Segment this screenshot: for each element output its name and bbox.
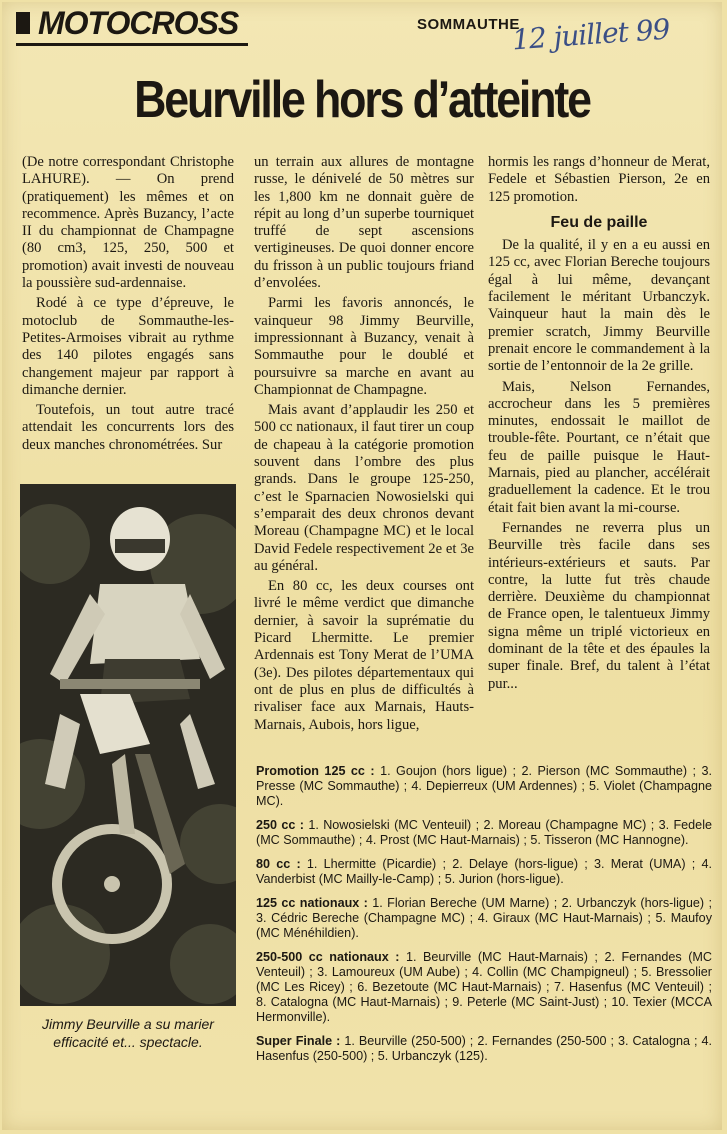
paragraph: Parmi les favoris annoncés, le vainqueur 98 Jimmy Beurville, impressionnant à Buzancy, venait à Sommauthe pour le doublé et poursuivre sa marche en avant au Championnat de Champagne. [254,295,474,398]
paragraph: Mais, Nelson Fernandes, accrocheur dans les 5 premières minutes, endossait le maillot de trouble-fête. Pourtant, ce n’était que feu de paille puisque le Haut-Marnais, pied au plancher, accélérait graduellement la cadence. Et le trou était fait bien avant la mi-course. [488,378,710,516]
section-rule [16,43,248,46]
section-banner [16,5,239,41]
paragraph: En 80 cc, les deux courses ont livré le même verdict que dimanche dernier, à savoir la suprématie du Picard Lhermitte. Le premier Ardennais est Tony Merat de l’UMA (3e). Des pilotes départementaux qui ont de plus en plus de difficultés à rivaliser face aux Marnais, Hauts-Marnais, Aubois, hors ligue, [254,578,474,733]
motocross-rider-illustration [20,484,236,1006]
result-category: Super Finale : [256,1034,341,1048]
result-category: 250 cc : [256,818,304,832]
newspaper-clipping [2,2,722,1130]
result-entry [256,896,712,941]
paragraph: (De notre correspondant Christophe LAHURE). — On prend (pratiquement) les mêmes et on recommence. Après Buzancy, l’acte II du championnat de Champagne (80 cm3, 125, 250, 500 et promotion) avait investi de nouveau la poussière sud-ardennaise. [22,154,234,292]
photo-caption: Jimmy Beurville a su marier efficacité et... spectacle. [42,1016,214,1050]
result-text: 1. Beurville (MC Haut-Marnais) ; 2. Fernandes (MC Venteuil) ; 3. Lamoureux (UM Aube) ; 4. Collin (MC Champigneul) ; 5. Bressolier (MC Les Ricey) ; 6. Bezetoute (MC Haut-Marnais) ; 7. Hasenfus (MC Venteuil) ; 8. Catalogna (MC Haut-Marnais) ; 9. Peterle (MC Saint-Just) ; 10. Texier (MCCA Hermonville). [256,950,712,1024]
subheading: Feu de paille [550,213,648,231]
result-category: 250-500 cc nationaux : [256,950,400,964]
result-text: 1. Goujon (hors ligue) ; 2. Pierson (MC Sommauthe) ; 3. Presse (MC Sommauthe) ; 4. Depierreux (UM Ardennes) ; 5. Violet (Champagne MC). [256,764,712,808]
result-text: 1. Nowosielski (MC Venteuil) ; 2. Moreau (Champagne MC) ; 3. Fedele (MC Sommauthe) ; 4. Prost (MC Haut-Marnais) ; 5. Tisseron (MC Hannogne). [256,818,712,847]
paragraph: un terrain aux allures de montagne russe, le dénivelé de 50 mètres sur les 1,800 km ne donnait guère de répit au long d’un superbe tourniquet truffé de sept ascensions vertigineuses. De quoi donner encore du frisson à un public toujours friand d’envolées. [254,154,474,292]
paragraph: Fernandes ne reverra plus un Beurville très facile dans ses intérieurs-extérieurs et sauts. Par contre, la lutte fut très chaude derrière. Deuxième du championnat de France open, le talentueux Jimmy signa même un triplé victorieux en dominant de la tête et des épaules la super finale. Bref, du talent à l’état pur... [488,519,710,692]
result-entry [256,950,712,1025]
headline: Beurville hors d’atteinte [134,71,590,129]
article-column-1 [22,154,234,457]
section-name: MOTOCROSS [38,5,239,41]
article-column-2 [254,154,474,737]
result-entry [256,764,712,809]
rider-photo [20,484,236,1006]
handwritten-date: 12 juillet 99 [511,12,671,57]
result-text: 1. Lhermitte (Picardie) ; 2. Delaye (hors-ligue) ; 3. Merat (UMA) ; 4. Vanderbist (MC Mailly-le-Camp) ; 5. Jurion (hors-ligue). [256,857,712,886]
result-entry [256,1034,712,1064]
race-results [256,764,712,1073]
result-category: Promotion 125 cc : [256,764,375,778]
result-text: 1. Florian Bereche (UM Marne) ; 2. Urbanczyk (hors-ligue) ; 3. Cédric Bereche (Champagne MC) ; 4. Giraux (MC Haut-Marnais) ; 5. Maufoy (MC Ménéhildien). [256,896,712,940]
result-text: 1. Beurville (250-500) ; 2. Fernandes (250-500 ; 3. Catalogna ; 4. Hasenfus (250-500) ; 5. Urbanczyk (125). [256,1034,713,1063]
location-label: SOMMAUTHE [417,16,520,33]
result-category: 80 cc : [256,857,301,871]
result-entry [256,818,712,848]
paragraph: hormis les rangs d’honneur de Merat, Fedele et Sébastien Pierson, 2e en 125 promotion. [488,154,710,205]
paragraph: Rodé à ce type d’épreuve, le motoclub de Sommauthe-les-Petites-Armoises vibrait au rythme des 140 pilotes engagés sans changement majeur par rapport à dimanche dernier. [22,295,234,398]
paragraph: Toutefois, un tout autre tracé attendait les concurrents lors des deux manches chronométrées. Sur [22,402,234,453]
paragraph: Mais avant d’applaudir les 250 et 500 cc nationaux, il faut tirer un coup de chapeau à la catégorie promotion souvent dans l’ombre des plus grands. Dans le groupe 125-250, c’est le Sparnacien Nowosielski qui s’emparait des deux chronos devant Moreau (Champagne MC) et le local David Fedele respectivement 2e et 3e au général. [254,402,474,574]
article-column-3 [488,154,710,696]
section-square-mark [16,12,30,34]
paragraph: De la qualité, il y en a eu aussi en 125 cc, avec Florian Bereche toujours égal à lui même, devançant facilement le méritant Urbanczyk. Vainqueur haut la main dès le premier scratch, Jimmy Beurville prenait encore le commandement à la sortie de l’entonnoir de la 2e grille. [488,237,710,375]
result-entry [256,857,712,887]
result-category: 125 cc nationaux : [256,896,368,910]
